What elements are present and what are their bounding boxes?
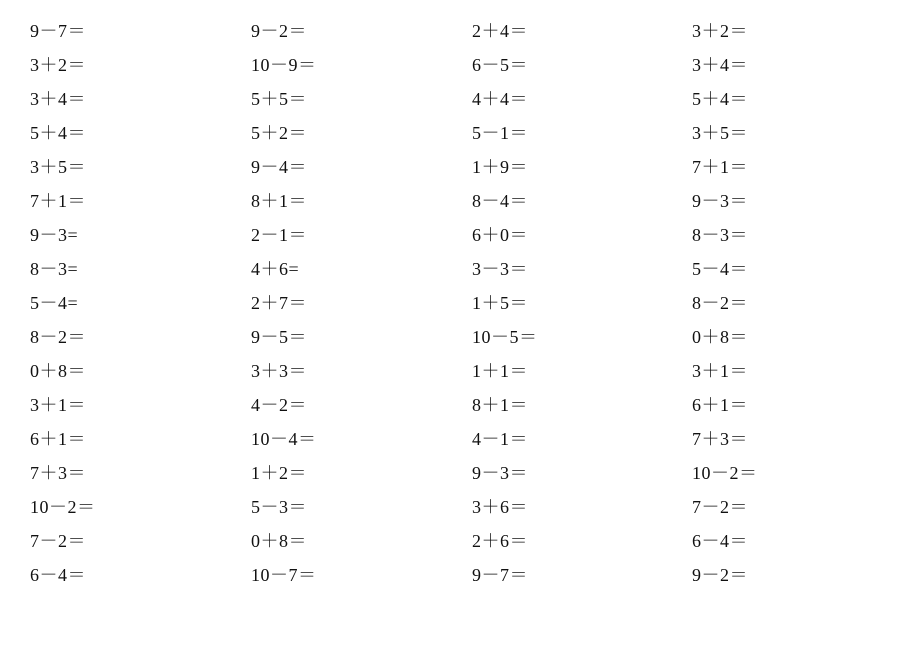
math-problem: 10－2＝ (30, 497, 96, 517)
math-problem: 9－3＝ (692, 191, 748, 211)
math-problem: 1＋2＝ (251, 463, 307, 483)
math-problem: 0＋8＝ (30, 361, 86, 381)
math-problem: 10－2＝ (692, 463, 758, 483)
math-problem: 6＋0＝ (472, 225, 528, 245)
math-problem: 4＋6= (251, 259, 300, 279)
math-problem: 3＋3＝ (251, 361, 307, 381)
math-problem: 3－3＝ (472, 259, 528, 279)
math-problem: 3＋1＝ (30, 395, 86, 415)
math-problem: 10－7＝ (251, 565, 317, 585)
math-problem: 0＋8＝ (692, 327, 748, 347)
math-problem: 6－5＝ (472, 55, 528, 75)
math-problem: 2＋7＝ (251, 293, 307, 313)
math-problem: 7－2＝ (30, 531, 86, 551)
math-problem: 9－3＝ (472, 463, 528, 483)
math-problem: 5＋2＝ (251, 123, 307, 143)
problem-column-2 (251, 14, 472, 614)
math-problem: 5＋4＝ (692, 89, 748, 109)
math-problem: 7＋3＝ (30, 463, 86, 483)
math-problem: 5－3＝ (251, 497, 307, 517)
math-problem: 5－4＝ (692, 259, 748, 279)
math-problem: 2＋4＝ (472, 21, 528, 41)
math-problem: 3＋4＝ (692, 55, 748, 75)
math-problem: 7－2＝ (692, 497, 748, 517)
math-problem: 8－2＝ (692, 293, 748, 313)
math-problem: 10－5＝ (472, 327, 538, 347)
math-problem: 4＋4＝ (472, 89, 528, 109)
problem-column-1 (30, 14, 251, 614)
math-problem: 6＋1＝ (30, 429, 86, 449)
math-problem: 3＋5＝ (30, 157, 86, 177)
math-problem: 9－2＝ (692, 565, 748, 585)
math-problem: 1＋5＝ (472, 293, 528, 313)
math-problem: 8－3＝ (692, 225, 748, 245)
math-problem: 8＋1＝ (251, 191, 307, 211)
math-problem: 2－1＝ (251, 225, 307, 245)
math-problem: 4－1＝ (472, 429, 528, 449)
math-problem: 1＋9＝ (472, 157, 528, 177)
arithmetic-worksheet (30, 14, 910, 614)
math-problem: 9－3= (30, 225, 79, 245)
math-problem: 6＋1＝ (692, 395, 748, 415)
math-problem: 9－2＝ (251, 21, 307, 41)
math-problem: 1＋1＝ (472, 361, 528, 381)
math-problem: 3＋6＝ (472, 497, 528, 517)
math-problem: 8－2＝ (30, 327, 86, 347)
problem-column-4 (692, 14, 910, 614)
math-problem: 5－1＝ (472, 123, 528, 143)
math-problem: 9－5＝ (251, 327, 307, 347)
math-problem: 6－4＝ (692, 531, 748, 551)
math-problem: 10－4＝ (251, 429, 317, 449)
math-problem: 10－9＝ (251, 55, 317, 75)
math-problem: 9－7＝ (30, 21, 86, 41)
math-problem: 4－2＝ (251, 395, 307, 415)
math-problem: 7＋1＝ (30, 191, 86, 211)
math-problem: 3＋1＝ (692, 361, 748, 381)
math-problem: 3＋2＝ (30, 55, 86, 75)
math-problem: 8－3= (30, 259, 79, 279)
math-problem: 5＋4＝ (30, 123, 86, 143)
math-problem: 8＋1＝ (472, 395, 528, 415)
math-problem: 9－7＝ (472, 565, 528, 585)
math-problem: 9－4＝ (251, 157, 307, 177)
math-problem: 2＋6＝ (472, 531, 528, 551)
math-problem: 8－4＝ (472, 191, 528, 211)
math-problem: 7＋3＝ (692, 429, 748, 449)
math-problem: 5－4= (30, 293, 79, 313)
math-problem: 0＋8＝ (251, 531, 307, 551)
math-problem: 3＋4＝ (30, 89, 86, 109)
math-problem: 6－4＝ (30, 565, 86, 585)
math-problem: 5＋5＝ (251, 89, 307, 109)
problem-column-3 (472, 14, 692, 614)
math-problem: 7＋1＝ (692, 157, 748, 177)
math-problem: 3＋5＝ (692, 123, 748, 143)
math-problem: 3＋2＝ (692, 21, 748, 41)
